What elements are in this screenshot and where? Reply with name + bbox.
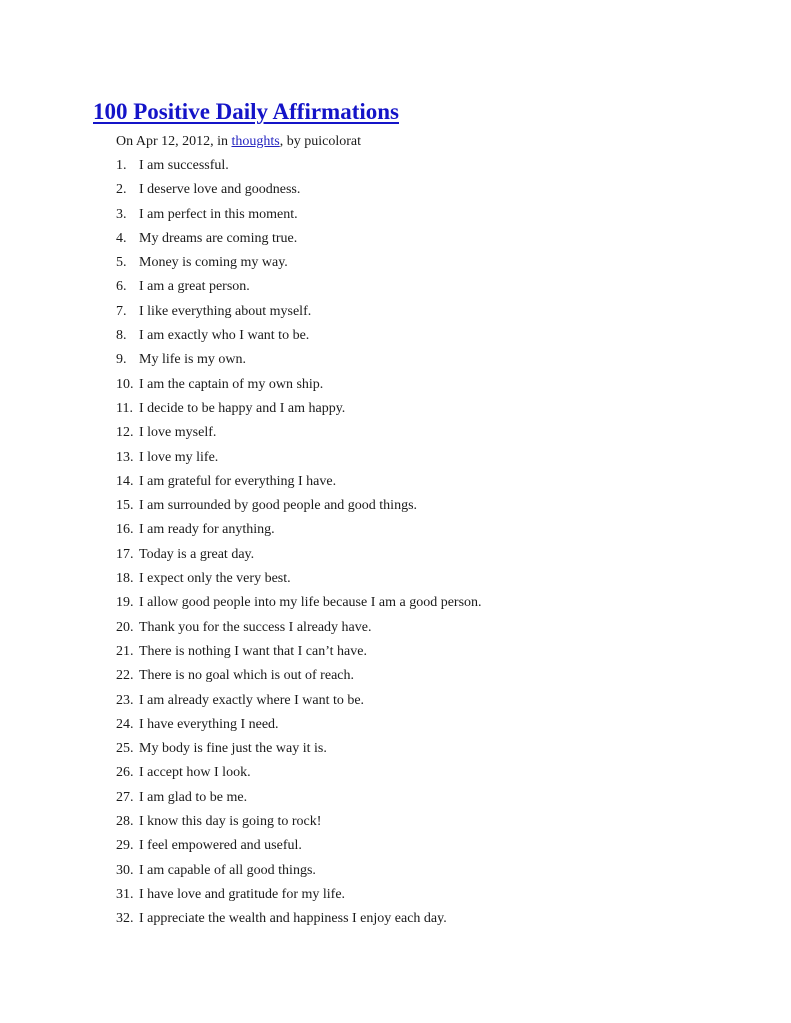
list-item-number: 21. xyxy=(116,643,134,659)
list-item-text: I am already exactly where I want to be. xyxy=(139,692,365,708)
list-item xyxy=(116,642,482,666)
list-item-text: I have everything I need. xyxy=(139,716,279,732)
list-item xyxy=(116,156,482,180)
list-item-number: 28. xyxy=(116,814,134,830)
meta-author-suffix: , by puicolorat xyxy=(279,134,361,149)
list-item-number: 20. xyxy=(116,619,134,635)
list-item xyxy=(116,788,482,812)
list-item-number: 17. xyxy=(116,546,134,562)
list-item-number: 5. xyxy=(116,255,127,271)
list-item-number: 29. xyxy=(116,838,134,854)
meta-date-prefix: On Apr 12, 2012, in xyxy=(116,134,232,149)
list-item-number: 26. xyxy=(116,765,134,781)
list-item xyxy=(116,545,482,569)
list-item-number: 27. xyxy=(116,789,134,805)
list-item xyxy=(116,423,482,447)
list-item xyxy=(116,593,482,617)
list-item-text: I love myself. xyxy=(139,425,217,441)
list-item-number: 3. xyxy=(116,206,127,222)
list-item-text: I am capable of all good things. xyxy=(139,862,316,878)
list-item-number: 31. xyxy=(116,886,134,902)
list-item-number: 25. xyxy=(116,741,134,757)
list-item xyxy=(116,350,482,374)
list-item-number: 12. xyxy=(116,425,134,441)
list-item-text: I know this day is going to rock! xyxy=(139,814,322,830)
list-item xyxy=(116,326,482,350)
list-item-number: 18. xyxy=(116,571,134,587)
list-item-text: I accept how I look. xyxy=(139,765,251,781)
list-item-text: I love my life. xyxy=(139,449,219,465)
list-item xyxy=(116,496,482,520)
list-item-text: I am successful. xyxy=(139,158,229,173)
list-item xyxy=(116,715,482,739)
list-item-text: I am glad to be me. xyxy=(139,789,248,805)
list-item-number: 11. xyxy=(116,400,133,416)
list-item xyxy=(116,618,482,642)
category-link[interactable]: thoughts xyxy=(231,134,280,149)
list-item-text: I am ready for anything. xyxy=(139,522,275,538)
list-item-text: I am surrounded by good people and good things. xyxy=(139,498,418,514)
list-item-text: My life is my own. xyxy=(139,352,246,368)
list-item xyxy=(116,861,482,885)
list-item xyxy=(116,909,482,933)
list-item xyxy=(116,836,482,860)
list-item xyxy=(116,229,482,253)
list-item-number: 8. xyxy=(116,328,127,344)
list-item-number: 4. xyxy=(116,230,127,246)
list-item-text: I like everything about myself. xyxy=(139,303,312,319)
list-item xyxy=(116,302,482,326)
affirmation-list xyxy=(116,156,482,934)
list-item xyxy=(116,520,482,544)
list-item-number: 2. xyxy=(116,182,127,198)
list-item xyxy=(116,569,482,593)
list-item-number: 7. xyxy=(116,303,127,319)
list-item-text: I am grateful for everything I have. xyxy=(139,473,337,489)
list-item-text: I am a great person. xyxy=(139,279,250,295)
list-item xyxy=(116,399,482,423)
list-item-number: 23. xyxy=(116,692,134,708)
list-item-text: There is nothing I want that I can’t have. xyxy=(139,643,367,659)
list-item-text: I expect only the very best. xyxy=(139,571,291,587)
list-item-text: My body is fine just the way it is. xyxy=(139,741,327,757)
list-item-number: 32. xyxy=(116,911,134,927)
list-item-number: 10. xyxy=(116,376,134,392)
list-item-text: I appreciate the wealth and happiness I enjoy each day. xyxy=(139,911,447,927)
list-item-text: Money is coming my way. xyxy=(139,255,288,271)
list-item-number: 19. xyxy=(116,595,134,611)
list-item xyxy=(116,472,482,496)
list-item-number: 1. xyxy=(116,158,127,173)
list-item-text: I am the captain of my own ship. xyxy=(139,376,324,392)
list-item-text: Today is a great day. xyxy=(139,546,255,562)
list-item-text: I decide to be happy and I am happy. xyxy=(139,400,346,416)
page-title[interactable]: 100 Positive Daily Affirmations xyxy=(93,99,399,124)
list-item-number: 16. xyxy=(116,522,134,538)
list-item-text: Thank you for the success I already have. xyxy=(139,619,372,635)
list-item xyxy=(116,666,482,690)
list-item xyxy=(116,253,482,277)
list-item-number: 22. xyxy=(116,668,134,684)
list-item-number: 15. xyxy=(116,498,134,514)
list-item-number: 6. xyxy=(116,279,127,295)
list-item-text: There is no goal which is out of reach. xyxy=(139,668,354,684)
list-item-text: I allow good people into my life because I am a good person. xyxy=(139,595,482,611)
list-item-number: 9. xyxy=(116,352,127,368)
list-item xyxy=(116,180,482,204)
list-item xyxy=(116,375,482,399)
list-item-number: 14. xyxy=(116,473,134,489)
list-item-text: I deserve love and goodness. xyxy=(139,182,301,198)
list-item xyxy=(116,691,482,715)
list-item xyxy=(116,885,482,909)
list-item xyxy=(116,763,482,787)
list-item xyxy=(116,205,482,229)
list-item-text: I am exactly who I want to be. xyxy=(139,328,310,344)
list-item xyxy=(116,277,482,301)
list-item-text: I feel empowered and useful. xyxy=(139,838,302,854)
list-item-number: 30. xyxy=(116,862,134,878)
list-item-text: I have love and gratitude for my life. xyxy=(139,886,346,902)
list-item-text: My dreams are coming true. xyxy=(139,230,298,246)
list-item xyxy=(116,812,482,836)
list-item-text: I am perfect in this moment. xyxy=(139,206,298,222)
list-item-number: 24. xyxy=(116,716,134,732)
list-item xyxy=(116,739,482,763)
list-item xyxy=(116,448,482,472)
post-meta xyxy=(116,132,361,152)
list-item-number: 13. xyxy=(116,449,134,465)
